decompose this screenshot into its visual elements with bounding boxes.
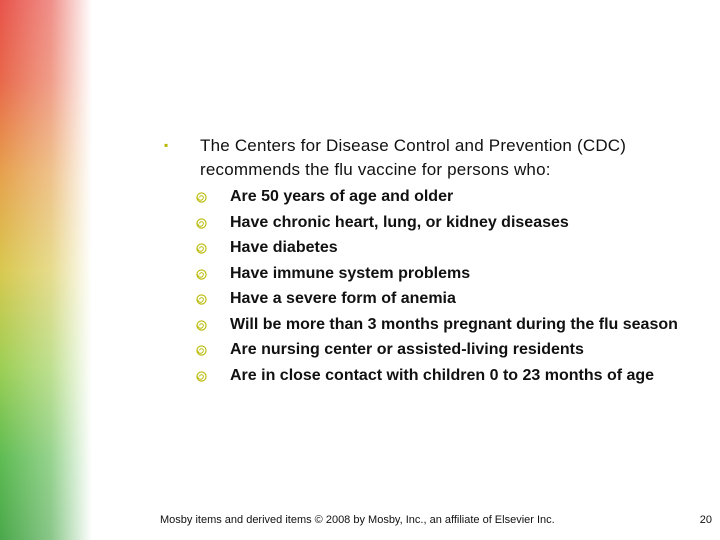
page-number: 20 <box>699 514 712 526</box>
spiral-bullet-icon <box>196 371 207 382</box>
spiral-bullet-icon <box>196 294 207 305</box>
copyright-footer: Mosby items and derived items © 2008 by Mosby, Inc., an affiliate of Elsevier Inc. <box>160 514 555 526</box>
list-item-text: Have chronic heart, lung, or kidney diseases <box>230 213 569 231</box>
list-item-text: Have a severe form of anemia <box>230 290 456 307</box>
list-item <box>196 261 686 287</box>
list-item <box>196 337 686 363</box>
spiral-bullet-icon <box>196 218 207 229</box>
list-item <box>196 286 686 312</box>
spiral-bullet-icon <box>196 345 207 356</box>
list-item <box>196 363 686 389</box>
list-item-text: Are nursing center or assisted-living residents <box>230 341 584 358</box>
spiral-bullet-icon <box>196 243 207 254</box>
slide-heading: The Centers for Disease Control and Prevention (CDC) recommends the flu vaccine for persons who: <box>200 136 627 179</box>
spiral-bullet-icon <box>196 192 207 203</box>
spiral-bullet-icon <box>196 269 207 280</box>
list-item-text: Will be more than 3 months pregnant during the flu season <box>230 315 678 333</box>
list-item-text: Have diabetes <box>230 239 338 256</box>
list-item <box>196 210 686 236</box>
spiral-bullet-icon <box>196 320 207 331</box>
decorative-gradient-strip <box>0 0 92 540</box>
square-bullet-icon: ▪ <box>164 138 169 152</box>
list-item-text: Have immune system problems <box>230 264 471 282</box>
list-item-text: Are 50 years of age and older <box>230 188 454 205</box>
list-item <box>196 235 686 261</box>
main-bullet-point <box>164 134 704 182</box>
list-item <box>196 184 686 210</box>
list-item <box>196 312 686 338</box>
recommendation-list <box>196 184 686 388</box>
list-item-text: Are in close contact with children 0 to 23 months of age <box>230 366 655 384</box>
